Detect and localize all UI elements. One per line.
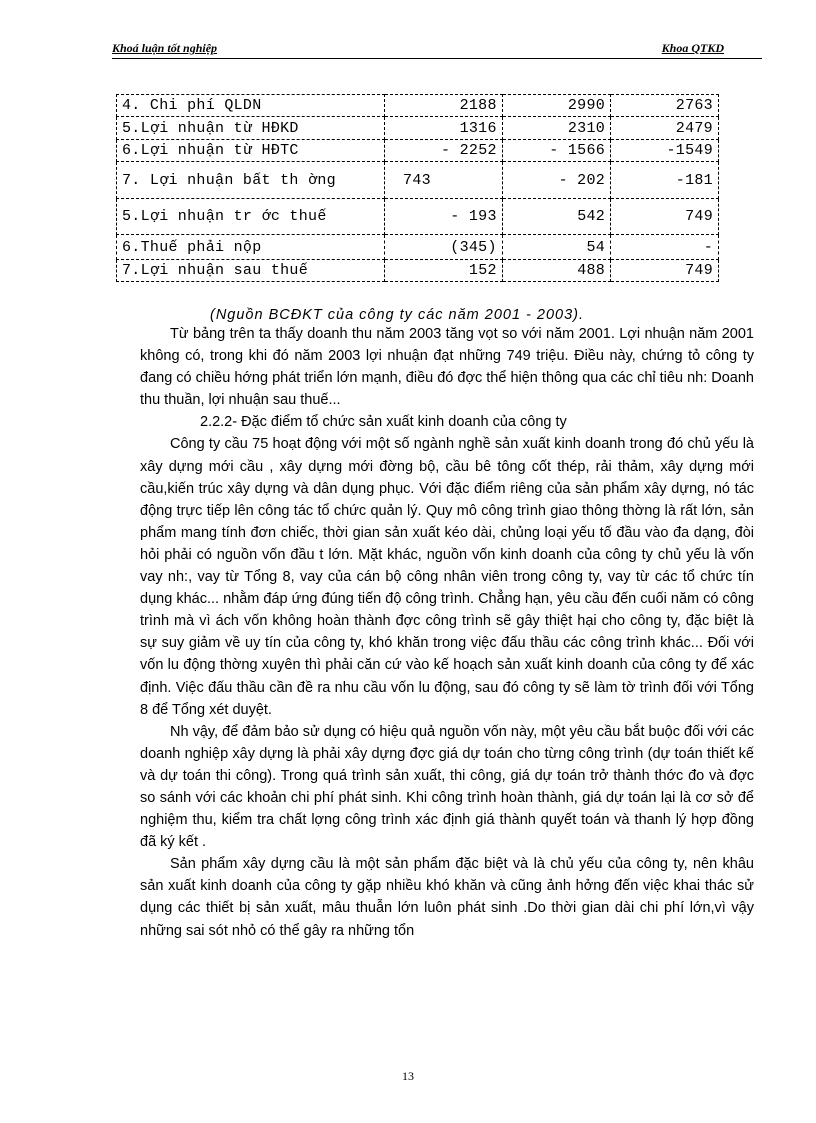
page-number: 13 xyxy=(402,1069,414,1083)
value-2002: 2310 xyxy=(502,117,610,140)
value-2003: 2763 xyxy=(611,95,719,117)
value-2001: (345) xyxy=(385,235,503,260)
value-2003: -181 xyxy=(611,162,719,199)
profit-table xyxy=(116,94,719,282)
paragraph: Từ bảng trên ta thấy doanh thu năm 2003 tăng vọt so với năm 2001. Lợi nhuận năm 2001 không có, trong khi đó năm 2003 lợi nhuận đạt những 749 triệu. Điều này, chứng tỏ công ty đang có chiều hớng phát triển lớn mạnh, điều đó đợc thể hiện thông qua các chỉ tiêu nh: Doanh thu thuần, lợi nhuận sau thuế... xyxy=(140,326,754,409)
value-2003: 749 xyxy=(611,199,719,235)
page-header xyxy=(112,40,762,59)
row-label: 4. Chi phí QLDN xyxy=(117,95,385,117)
table-row xyxy=(117,162,719,199)
value-2003: -1549 xyxy=(611,140,719,162)
paragraph: Công ty cầu 75 hoạt động với một số ngành nghề sản xuất kinh doanh trong đó chủ yếu là xây dựng mới cầu , xây dựng mới đờng bộ, cầu bê tông cốt thép, rải thảm, xây dựng mới cầu,kiến trúc xây dựng và dân dụng phục. Với đặc điểm riêng của sản phẩm xây dựng, nó tác động trực tiếp lên công tác tổ chức quản lý. Quy mô công trình giao thông thờng là rất lớn, sản phẩm mang tính đơn chiếc, thời gian sản xuất kéo dài, chủng loại yếu tố đầu vào đa dạng, đòi hỏi phải có nguồn vốn đầu t lớn. Mặt khác, nguồn vốn kinh doanh của công ty chủ yếu là vốn vay nh:, vay từ Tổng 8, vay của cán bộ công nhân viên trong công ty, vay từ các tổ chức tín dụng khác... nhằm đáp ứng đúng tiến độ công trình. Chẳng hạn, yêu cầu đến cuối năm có công trình mà vì ách vốn không hoàn thành đợc công trình sẽ gây thiệt hại cho công ty, đặc biệt là sự suy giảm về uy tín của công ty, khó khăn trong việc đấu thầu các công trình khác... Đối với vốn lu động thờng xuyên thì phải căn cứ vào kế hoạch sản xuất kinh doanh của công ty để xác định. Việc đấu thầu cần đề ra nhu cầu vốn lu động, sau đó công ty sẽ làm tờ trình đối với Tổng 8 để Tổng xét duyệt. xyxy=(140,436,754,718)
table-source-caption: (Nguồn BCĐKT của công ty các năm 2001 - 2003). xyxy=(210,307,585,323)
value-2001: - 193 xyxy=(385,199,503,235)
table-row xyxy=(117,140,719,162)
value-2001: - 2252 xyxy=(385,140,503,162)
paragraph: Nh vậy, để đảm bảo sử dụng có hiệu quả nguồn vốn này, một yêu cầu bắt buộc đối với các doanh nghiệp xây dựng là phải xây dựng đợc giá dự toán cho từng công trình (dự toán thiết kế và dự toán thi công). Trong quá trình sản xuất, thi công, giá dự toán trở thành thớc đo và đợc so sánh với các khoản chi phí phát sinh. Khi công trình hoàn thành, giá dự toán lại là cơ sở để nghiệm thu, kiểm tra chất lợng công trình xác định giá thành quyết toán và thanh lý hợp đồng đã ký kết . xyxy=(140,723,754,851)
paragraph: Sản phẩm xây dựng cầu là một sản phẩm đặc biệt và là chủ yếu của công ty, nên khâu sản xuất kinh doanh của công ty gặp nhiều khó khăn và cũng ảnh hởng đến việc khai thác sử dụng các thiết bị sản xuất, mâu thuẫn lớn luôn phát sinh .Do thời gian dài chi phí lớn,vì vậy những sai sót nhỏ có thể gây ra những tổn xyxy=(140,856,754,939)
header-right-title: Khoa QTKD xyxy=(661,41,724,55)
table-row xyxy=(117,95,719,117)
value-2002: 488 xyxy=(502,260,610,282)
table-row xyxy=(117,199,719,235)
value-2001: 743 xyxy=(385,162,503,199)
value-2002: 542 xyxy=(502,199,610,235)
table-row xyxy=(117,235,719,260)
value-2002: - 202 xyxy=(502,162,610,199)
value-2003: 2479 xyxy=(611,117,719,140)
value-2003: 749 xyxy=(611,260,719,282)
value-2001: 2188 xyxy=(385,95,503,117)
value-2001: 152 xyxy=(385,260,503,282)
table-row xyxy=(117,117,719,140)
header-left-title: Khoá luận tốt nghiệp xyxy=(112,41,218,55)
value-2001: 1316 xyxy=(385,117,503,140)
row-label: 5.Lợi nhuận từ HĐKD xyxy=(117,117,385,140)
body-text xyxy=(140,323,754,942)
value-2003: - xyxy=(611,235,719,260)
table-row xyxy=(117,260,719,282)
row-label: 6.Thuế phải nộp xyxy=(117,235,385,260)
row-label: 7. Lợi nhuận bất th ờng xyxy=(117,162,385,199)
value-2002: - 1566 xyxy=(502,140,610,162)
value-2002: 54 xyxy=(502,235,610,260)
row-label: 6.Lợi nhuận từ HĐTC xyxy=(117,140,385,162)
row-label: 7.Lợi nhuận sau thuế xyxy=(117,260,385,282)
value-2002: 2990 xyxy=(502,95,610,117)
section-heading: 2.2.2- Đặc điểm tổ chức sản xuất kinh doanh của công ty xyxy=(200,414,567,431)
row-label: 5.Lợi nhuận tr ớc thuế xyxy=(117,199,385,235)
